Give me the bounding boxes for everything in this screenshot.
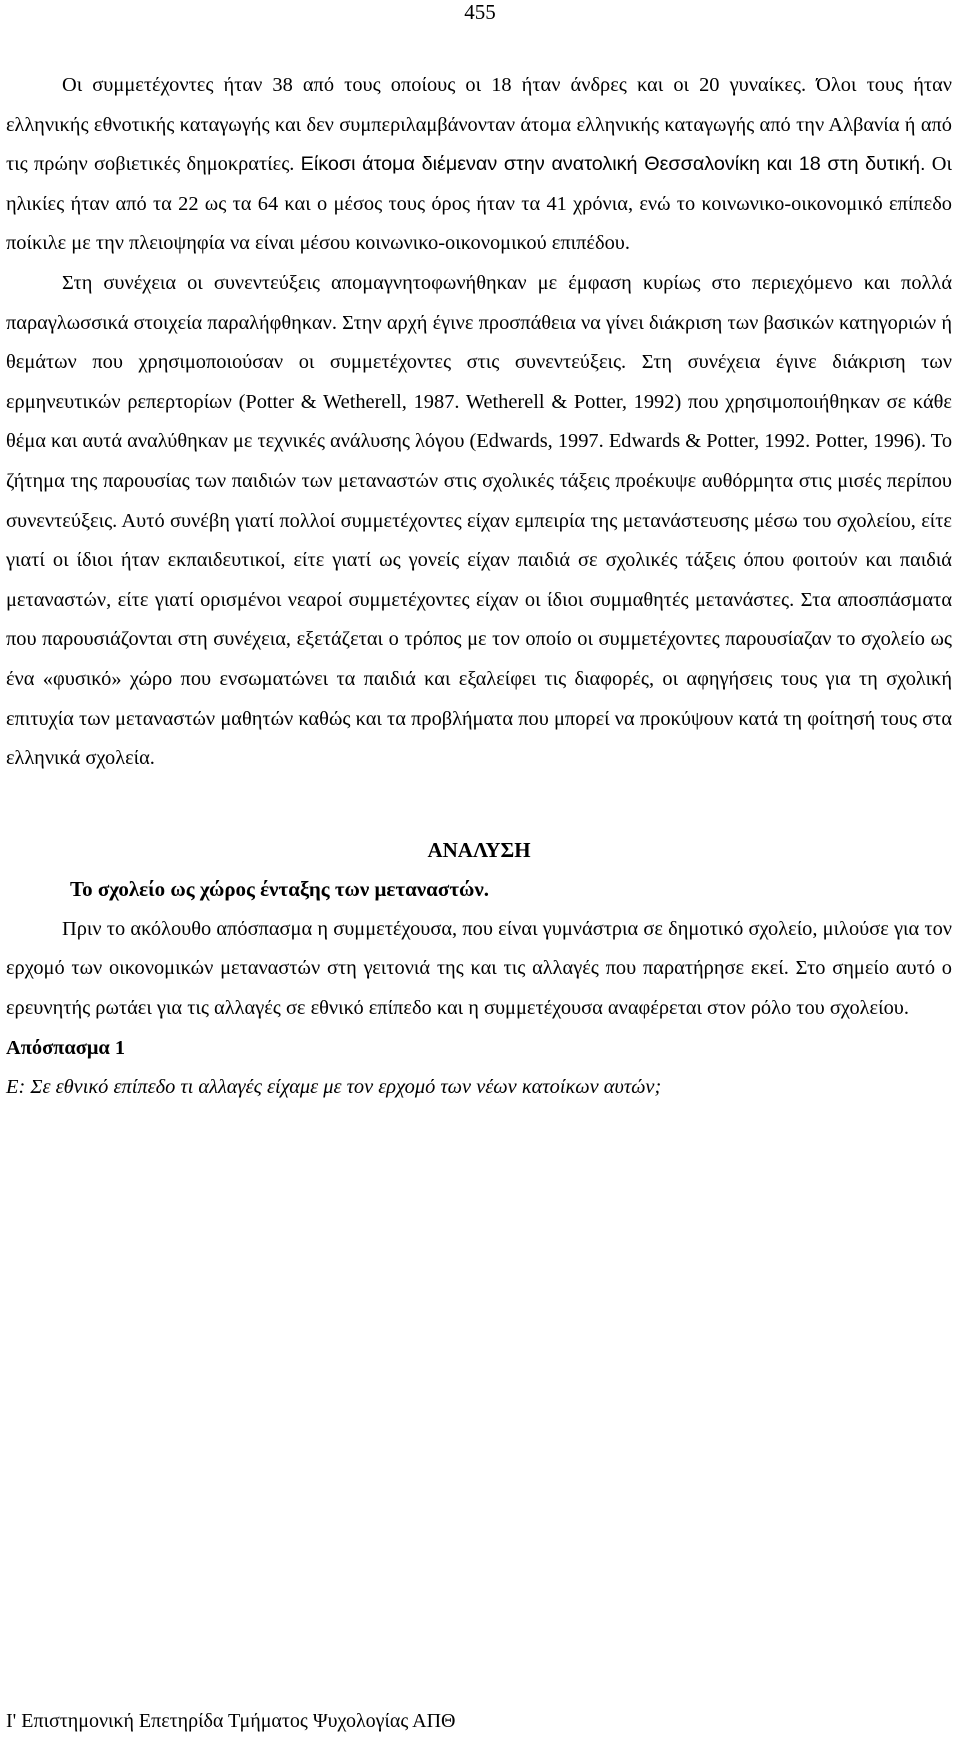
- document-body: [0, 66, 960, 1108]
- page-number: 455: [464, 0, 496, 24]
- residence-text: Είκοσι άτομα διέμεναν στην ανατολική Θεσσαλονίκη και 18 στη δυτική.: [300, 153, 926, 176]
- paragraph-method: Στη συνέχεια οι συνεντεύξεις απομαγνητοφωνήθηκαν με έμφαση κυρίως στο περιεχόμενο και πολλά παραγλωσσικά στοιχεία παραλήφθηκαν. Στην αρχή έγινε προσπάθεια να γίνει διάκριση των βασικών κατηγοριών ή θεμάτων που χρησιμοποιούσαν οι συμμετέχοντες στις συνεντεύξεις. Στη συνέχεια έγινε διάκριση των ερμηνευτικών ρεπερτορίων (Potter & Wetherell, 1987. Wetherell & Potter, 1992) που χρησιμοποιήθηκαν σε κάθε θέμα και αυτά αναλύθηκαν με τεχνικές ανάλυσης λόγου (Edwards, 1997. Edwards & Potter, 1992. Potter, 1996). Το ζήτημα της παρουσίας των παιδιών των μεταναστών στις σχολικές τάξεις προέκυψε αυθόρμητα στις μισές περίπου συνεντεύξεις. Αυτό συνέβη γιατί πολλοί συμμετέχοντες είχαν εμπειρία της μετανάστευσης μέσω του σχολείου, είτε γιατί οι ίδιοι ήταν εκπαιδευτικοί, είτε γιατί ως γονείς είχαν παιδιά σε σχολικές τάξεις όπου φοιτούν και παιδιά μεταναστών, είτε γιατί ορισμένοι νεαροί συμμετέχοντες είχαν οι ίδιοι συμμαθητές μετανάστες. Στα αποσπάσματα που παρουσιάζονται στη συνέχεια, εξετάζεται ο τρόπος με τον οποίο οι συμμετέχοντες παρουσίαζαν το σχολείο ως ένα «φυσικό» χώρο που ενσωματώνει τα παιδιά και εξαλείφει τις διαφορές, οι αφηγήσεις τους για τη σχολική επιτυχία των μεταναστών μαθητών καθώς και τα προβλήματα που μπορεί να προκύψουν κατά τη φοίτησή τους στα ελληνικά σχολεία.: [6, 271, 953, 770]
- section-heading: ΑΝΑΛΥΣΗ: [427, 837, 531, 862]
- section-subheading: Το σχολείο ως χώρος ένταξης των μεταναστών.: [70, 877, 489, 902]
- ages-text: Οι ηλικίες ήταν από τα 22 ως τα 64 και ο μέσος τους όρος ήταν τα 41 χρόνια, ενώ το κοινωνικο-οικονομικό επίπεδο ποίκιλε με την πλειοψηφία να είναι μέσου κοινωνικο-οικονομικού επιπέδου.: [6, 153, 952, 255]
- page-footer: Ι' Επιστημονική Επετηρίδα Τμήματος Ψυχολογίας ΑΠΘ: [6, 1710, 456, 1732]
- excerpt-label: Απόσπασμα 1: [6, 1036, 126, 1059]
- paragraph-participants: [6, 66, 952, 264]
- excerpt-question: Ε: Σε εθνικό επίπεδο τι αλλαγές είχαμε με τον ερχομό των νέων κατοίκων αυτών;: [6, 1076, 662, 1099]
- participants-text: Οι συμμετέχοντες ήταν 38 από τους οποίους οι 18 ήταν άνδρες και οι 20 γυναίκες. Όλοι τους ήταν ελληνικής εθνοτικής καταγωγής και δεν συμπεριλαμβάνονταν άτομα ελληνικής καταγωγής από την Αλβανία ή από τις πρώην σοβιετικές δημοκρατίες.: [6, 74, 952, 176]
- paragraph-excerpt-intro: Πριν το ακόλουθο απόσπασμα η συμμετέχουσα, που είναι γυμνάστρια σε δημοτικό σχολείο, μιλούσε για τον ερχομό των οικονομικών μεταναστών στη γειτονιά της και τις αλλαγές που παρατήρησε εκεί. Στο σημείο αυτό ο ερευνητής ρωτάει για τις αλλαγές σε εθνικό επίπεδο και η συμμετέχουσα αναφέρεται στον ρόλο του σχολείου.: [6, 917, 952, 1020]
